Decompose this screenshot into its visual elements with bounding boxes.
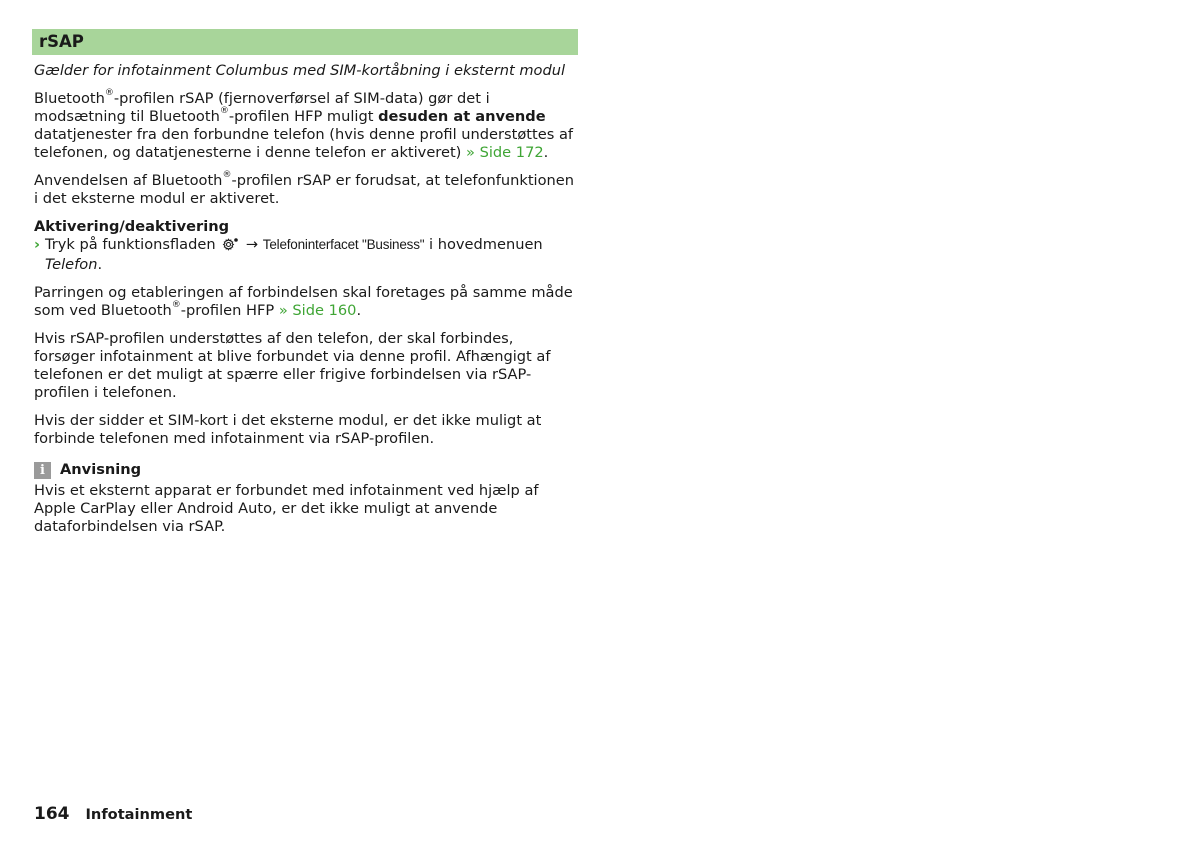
info-icon: i — [34, 462, 51, 479]
text: i hovedmenuen — [424, 236, 543, 253]
content-column — [34, 29, 578, 536]
text: -profilen rSAP er forudsat, at telefonfunktionen i det eksterne modul er aktiveret. — [34, 172, 575, 207]
paragraph-rsap-requirement — [34, 172, 578, 208]
text: Parringen og etableringen af forbindelsen skal foretages på samme måde som ved Bluetooth — [34, 284, 573, 319]
text: . — [356, 302, 362, 319]
chapter-title: Infotainment — [85, 806, 193, 823]
section-title: rSAP — [32, 29, 578, 55]
text: -profilen rSAP (fjernoverførsel af SIM-data) gør det i modsætning til Bluetooth — [34, 90, 490, 125]
text: Bluetooth — [34, 90, 105, 107]
page-reference-link[interactable]: » Side 160 — [278, 302, 357, 319]
registered-mark: ® — [222, 170, 232, 181]
step-bullet-icon: › — [34, 236, 41, 253]
section-subtitle: Gælder for infotainment Columbus med SIM-kortåbning i eksternt modul — [34, 62, 566, 79]
paragraph-rsap-intro — [34, 90, 578, 162]
text: Tryk på funktionsfladen — [45, 236, 221, 253]
italic-text: Telefon — [45, 256, 98, 273]
page-footer — [34, 804, 192, 824]
page-number: 164 — [34, 804, 70, 824]
paragraph-pairing — [34, 284, 578, 320]
text: → — [241, 236, 263, 253]
menu-path-label: Telefoninterfacet "Business" — [262, 237, 425, 252]
text: Anvendelsen af Bluetooth — [34, 172, 223, 189]
activation-heading: Aktivering/deaktivering — [34, 218, 230, 235]
settings-gear-icon — [222, 237, 239, 256]
text: -profilen HFP — [180, 302, 279, 319]
text: -profilen HFP muligt — [228, 108, 379, 125]
note-text: Hvis et eksternt apparat er forbundet med infotainment ved hjælp af Apple CarPlay eller Android Auto, er det ikke muligt at anvende dataforbindelsen via rSAP. — [34, 482, 539, 535]
note-title: Anvisning — [60, 461, 142, 478]
registered-mark: ® — [104, 88, 114, 99]
registered-mark: ® — [171, 300, 181, 311]
text: . — [97, 256, 103, 273]
paragraph-profile-support: Hvis rSAP-profilen understøttes af den telefon, der skal forbindes, forsøger infotainment at blive forbundet via denne profil. Afhængigt af telefonen er det muligt at spærre eller frigive forbindelsen via rSAP-profilen i telefonen. — [34, 330, 551, 401]
registered-mark: ® — [219, 106, 229, 117]
text: datatjenester fra den forbundne telefon (hvis denne profil understøttes af telefonen, og datatjenesterne i denne telefon er aktiveret) — [34, 126, 574, 161]
note-heading — [34, 461, 578, 479]
activation-step — [34, 236, 578, 274]
paragraph-sim-card: Hvis der sidder et SIM-kort i det eksterne modul, er det ikke muligt at forbinde telefonen med infotainment via rSAP-profilen. — [34, 412, 542, 447]
page-reference-link[interactable]: » Side 172 — [466, 144, 544, 161]
bold-text: desuden at anvende — [378, 108, 546, 125]
text: . — [543, 144, 549, 161]
